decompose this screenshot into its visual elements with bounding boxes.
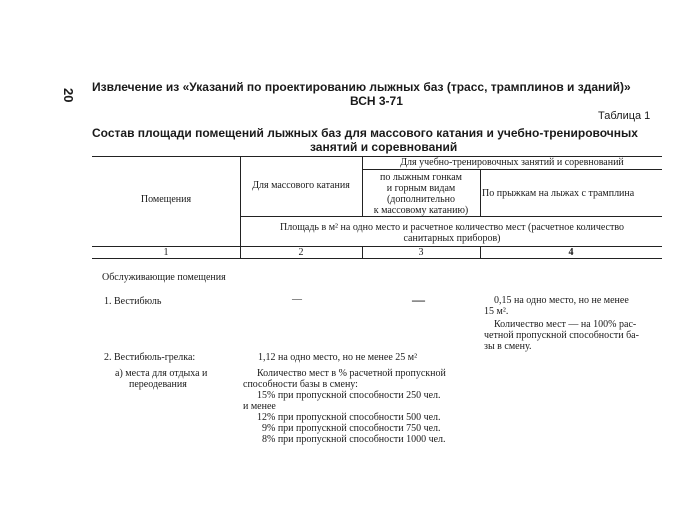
row-vestibule-col3: — [412, 292, 425, 307]
col4-line: четной пропускной способности ба- [484, 330, 639, 341]
col4-line: 15 м². [484, 306, 509, 317]
rest-area-name-line: переодевания [129, 379, 187, 390]
rest-area-line: 9% при пропускной способности 750 чел. [262, 423, 441, 434]
rest-area-line: Количество мест в % расчетной пропускной [257, 368, 446, 379]
row-vestibule-col2: — [292, 294, 302, 305]
ski-race-line: (дополнительно [386, 194, 456, 205]
col4-line: 0,15 на одно место, но не менее [494, 295, 629, 306]
col-header-jumps: По прыжкам на лыжах с трамплина [482, 188, 635, 199]
col4-line: зы в смену. [484, 341, 532, 352]
rest-area-line: и менее [243, 401, 276, 412]
table-title-line1: Состав площади помещений лыжных баз для массового катания и учебно-тренировочных [92, 126, 638, 140]
col-number-1: 1 [163, 247, 169, 258]
rest-area-line: 12% при пропускной способности 500 чел. [257, 412, 441, 423]
col-divider-3 [480, 169, 481, 216]
ski-race-line: по лыжным гонкам [379, 172, 463, 183]
document-code: ВСН 3-71 [350, 94, 403, 108]
rest-area-line: 15% при пропускной способности 250 чел. [257, 390, 441, 401]
col-header-rooms: Помещения [140, 194, 192, 205]
rest-area-name-line: а) места для отдыха и [115, 368, 208, 379]
page-number: 20 [61, 88, 76, 103]
table-label: Таблица 1 [598, 110, 651, 122]
row-vestibule-name: 1. Вестибюль [104, 296, 162, 307]
table-title-line2: занятий и соревнований [310, 140, 458, 154]
row-vestibule-warm-name: 2. Вестибюль-грелка: [104, 352, 196, 363]
header-mid-rule [240, 216, 662, 217]
row-vestibule-col4 [484, 295, 639, 352]
ski-race-line: и горным видам [386, 183, 456, 194]
col-header-training-group: Для учебно-тренировочных занятий и соревнований [400, 157, 624, 168]
col-number-2: 2 [298, 247, 304, 258]
col4-line: Количество мест — на 100% рас- [494, 319, 637, 330]
area-note-line: санитарных приборов) [403, 233, 501, 244]
area-note-line: Площадь в м² на одно место и расчетное количество мест (расчетное количество [279, 222, 625, 233]
area-note [242, 222, 662, 244]
col-divider-1 [240, 156, 241, 258]
col-number-3: 3 [418, 247, 424, 258]
document-heading: Извлечение из «Указаний по проектированию лыжных баз (трасс, трамплинов и зданий)» [92, 80, 631, 94]
rest-area-line: 8% при пропускной способности 1000 чел. [262, 434, 446, 445]
col-header-mass: Для массового катания [252, 180, 350, 191]
col-number-4: 4 [568, 247, 574, 258]
section-title: Обслуживающие помещения [102, 272, 226, 283]
row-rest-area-name [115, 368, 207, 390]
group-rule [362, 169, 662, 170]
row-vestibule-warm-value: 1,12 на одно место, но не менее 25 м² [258, 352, 418, 363]
numbers-bottom-rule [92, 258, 662, 259]
rest-area-line: способности базы в смену: [243, 379, 358, 390]
col-header-ski-race [362, 172, 480, 216]
ski-race-line: к массовому катанию) [373, 205, 469, 216]
row-rest-area-text [243, 368, 446, 445]
